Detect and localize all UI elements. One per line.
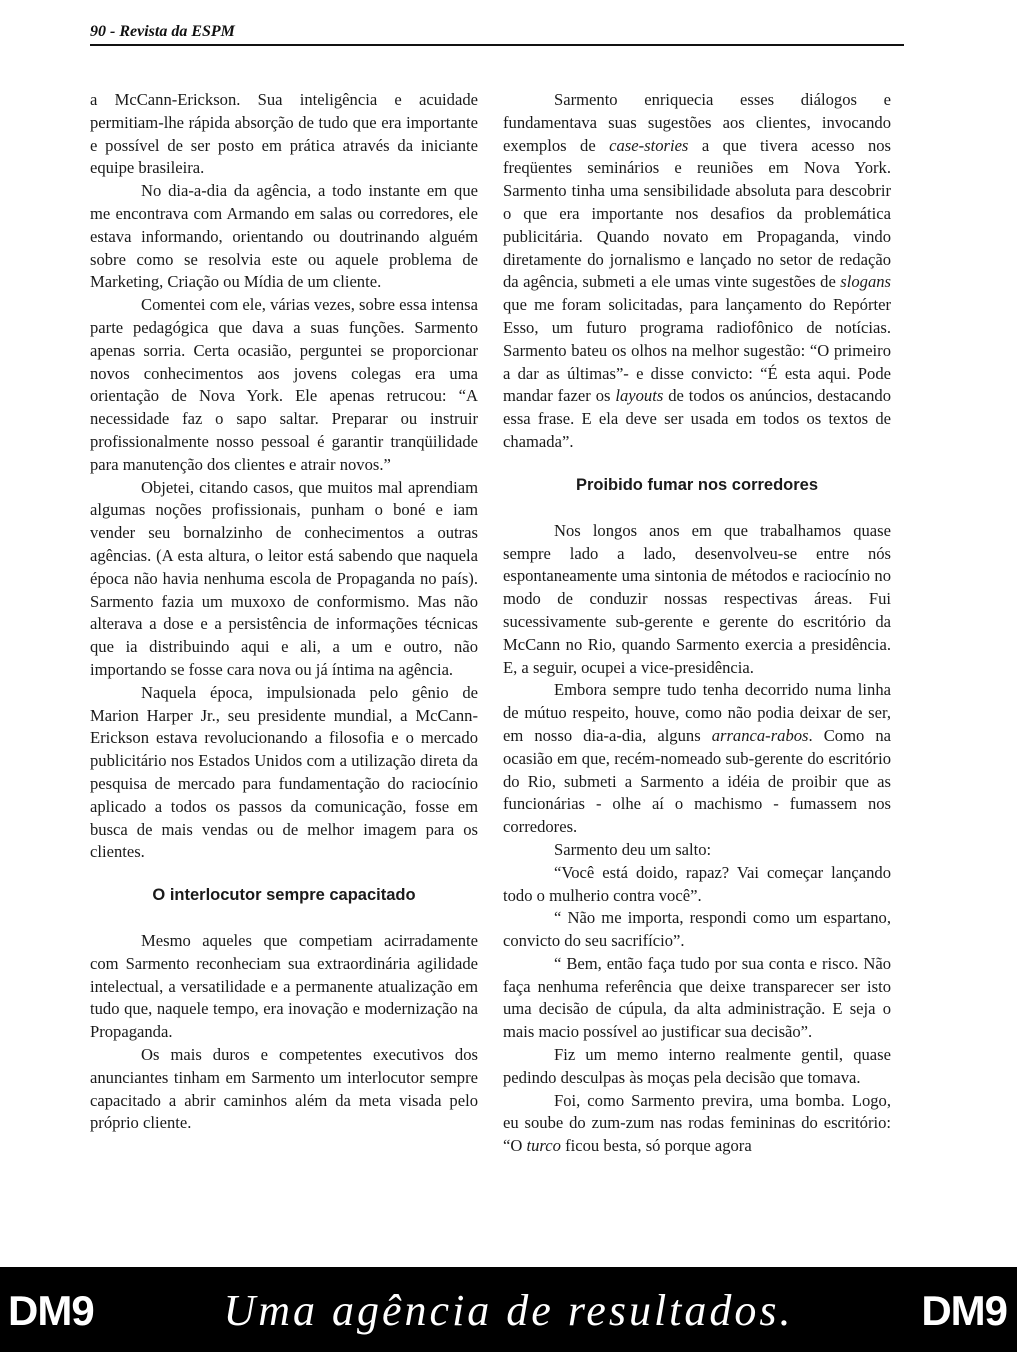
paragraph: Sarmento deu um salto: [554,839,712,859]
italic-term: slogans [840,272,891,292]
italic-term: layouts [615,386,664,406]
italic-term: arranca-rabos [711,725,809,745]
paragraph: Naquela época, impulsionada pelo gênio de Marion Harper Jr., seu presidente mundial, a McCann-Erickson estava revolucionando a filosofia e o mercado publicitário nos Estados Unidos com a utilização direta da pesquisa de mercado para fundamentação do raciocínio aplicado a todos os passos da comunicação, fosse em busca de mais vendas ou de melhor imagem para os clientes. [90,682,478,862]
footer-banner [0,1267,1017,1352]
section-heading: Proibido fumar nos corredores [575,475,819,494]
section-heading: O interlocutor sempre capacitado [152,886,416,905]
paragraph: Fiz um memo interno realmente gentil, quase pedindo desculpas às moças pela decisão que tomava. [503,1045,891,1087]
page-label: 90 - Revista da ESPM [90,23,235,40]
text-run: Embora sempre tudo tenha decorrido numa linha de mútuo respeito, houve, como não podia deixar de ser, em nosso dia-a-dia, alguns [503,680,891,745]
dm9-logo-left: DM9 [8,1287,94,1334]
italic-term: turco [526,1136,561,1156]
paragraph: Objetei, citando casos, que muitos mal aprendiam algumas noções profissionais, punham o boné e iam vender seu bornalzinho de conhecimentos a outras agências. (A esta altura, o leitor está sabendo que naquela época não havia nenhuma escola de Propaganda no país). Sarmento fazia um muxoxo de conformismo. Mas não alterava a dose e a persistência de informações técnicas que ia distribuindo aqui e ali, a um e outro, não importando se fosse cara nova ou já íntima na agência. [90,477,478,679]
paragraph: “ Bem, então faça tudo por sua conta e risco. Não faça nenhuma referência que deixe transparecer ser isto uma decisão de cúpula, da alta administração. E seja o mais macio possível ao justificar sua decisão”. [503,953,891,1042]
italic-term: case-stories [609,135,689,155]
text-run: ficou besta, só porque agora [560,1136,752,1156]
paragraph [503,679,891,839]
page-header [90,20,904,46]
paragraph: “Você está doido, rapaz? Vai começar lançando todo o mulherio contra você”. [503,862,891,905]
left-column [90,89,478,1135]
paragraph: “ Não me importa, respondi como um espartano, convicto do seu sacrifício”. [503,908,891,951]
paragraph [503,1090,891,1158]
paragraph [503,89,891,454]
text-run: Foi, como Sarmento previra, uma bomba. Logo, eu soube do zum-zum nas rodas femininas do escritório: “O [503,1090,891,1156]
paragraph: No dia-a-dia da agência, a todo instante em que me encontrava com Armando em salas ou corredores, ele estava informando, orientando ou doutrinando alguém sobre como se resolvia este ou aquele problema de Marketing, Criação ou Mídia de um cliente. [90,181,478,292]
footer-slogan: Uma agência de resultados. [223,1286,794,1335]
text-run: a que tivera acesso nos freqüentes seminários e reuniões em Nova York. Sarmento tinha uma sensibilidade absoluta para descobrir o que era importante nos desafios da problemática publicitária. Quando novato em Propaganda, vindo diretamente do jornalismo e lançado no setor de redação da agência, submeti a ele umas vinte sugestões de [503,135,891,292]
dm9-logo-right: DM9 [921,1287,1007,1334]
paragraph: Nos longos anos em que trabalhamos quase sempre lado a lado, desenvolveu-se entre nós espontaneamente uma sintonia de métodos e raciocínio no modo de conduzir nossas respectivas áreas. Fui sucessivamente sub-gerente e gerente do escritório da McCann no Rio, quando Sarmento exercia a presidência. E, a seguir, ocupei a vice-presidência. [503,520,891,677]
text-run: Sarmento enriquecia esses diálogos e fundamentava suas sugestões aos clientes, invocando exemplos de [503,90,891,155]
text-run: de todos os anúncios, destacando essa frase. E ela deve ser usada em todos os textos de chamada”. [503,386,892,451]
text-run: que me foram solicitadas, para lançamento do Repórter Esso, um futuro programa radiofônico de notícias. Sarmento bateu os olhos na melhor sugestão: “O primeiro a dar as últimas”- e disse convicto: “É esta aqui. Pode mandar fazer os [503,295,891,406]
paragraph: Mesmo aqueles que competiam acirradamente com Sarmento reconheciam sua extraordinária agilidade intelectual, a versatilidade e a permanente atualização em tudo que, naquele tempo, era inovação e modernização na Propaganda. [90,931,478,1042]
right-column [503,89,891,1158]
text-run: . Como na ocasião em que, recém-nomeado sub-gerente do escritório do Rio, submeti a Sarmento a idéia de proibir que as funcionárias - olhe aí o machismo - fumassem nos corredores. [503,725,891,837]
paragraph: Os mais duros e competentes executivos dos anunciantes tinham em Sarmento um interlocutor sempre capacitado a abrir caminhos além da meta visada pelo próprio cliente. [90,1045,478,1133]
paragraph: a McCann-Erickson. Sua inteligência e acuidade permitiam-lhe rápida absorção de tudo que era importante e possível de ser posto em prática através da iniciante equipe brasileira. [90,90,478,178]
paragraph: Comentei com ele, várias vezes, sobre essa intensa parte pedagógica que dava a suas funções. Sarmento apenas sorria. Certa ocasião, perguntei se proporcionar novos conhecimentos aos jovens colegas era uma orientação de Nova York. Ele apenas retrucou: “A necessidade faz o sapo saltar. Preparar ou instruir profissionalmente nosso pessoal é garantir tranqüilidade para manutenção dos clientes e atrair novos.” [90,295,478,474]
